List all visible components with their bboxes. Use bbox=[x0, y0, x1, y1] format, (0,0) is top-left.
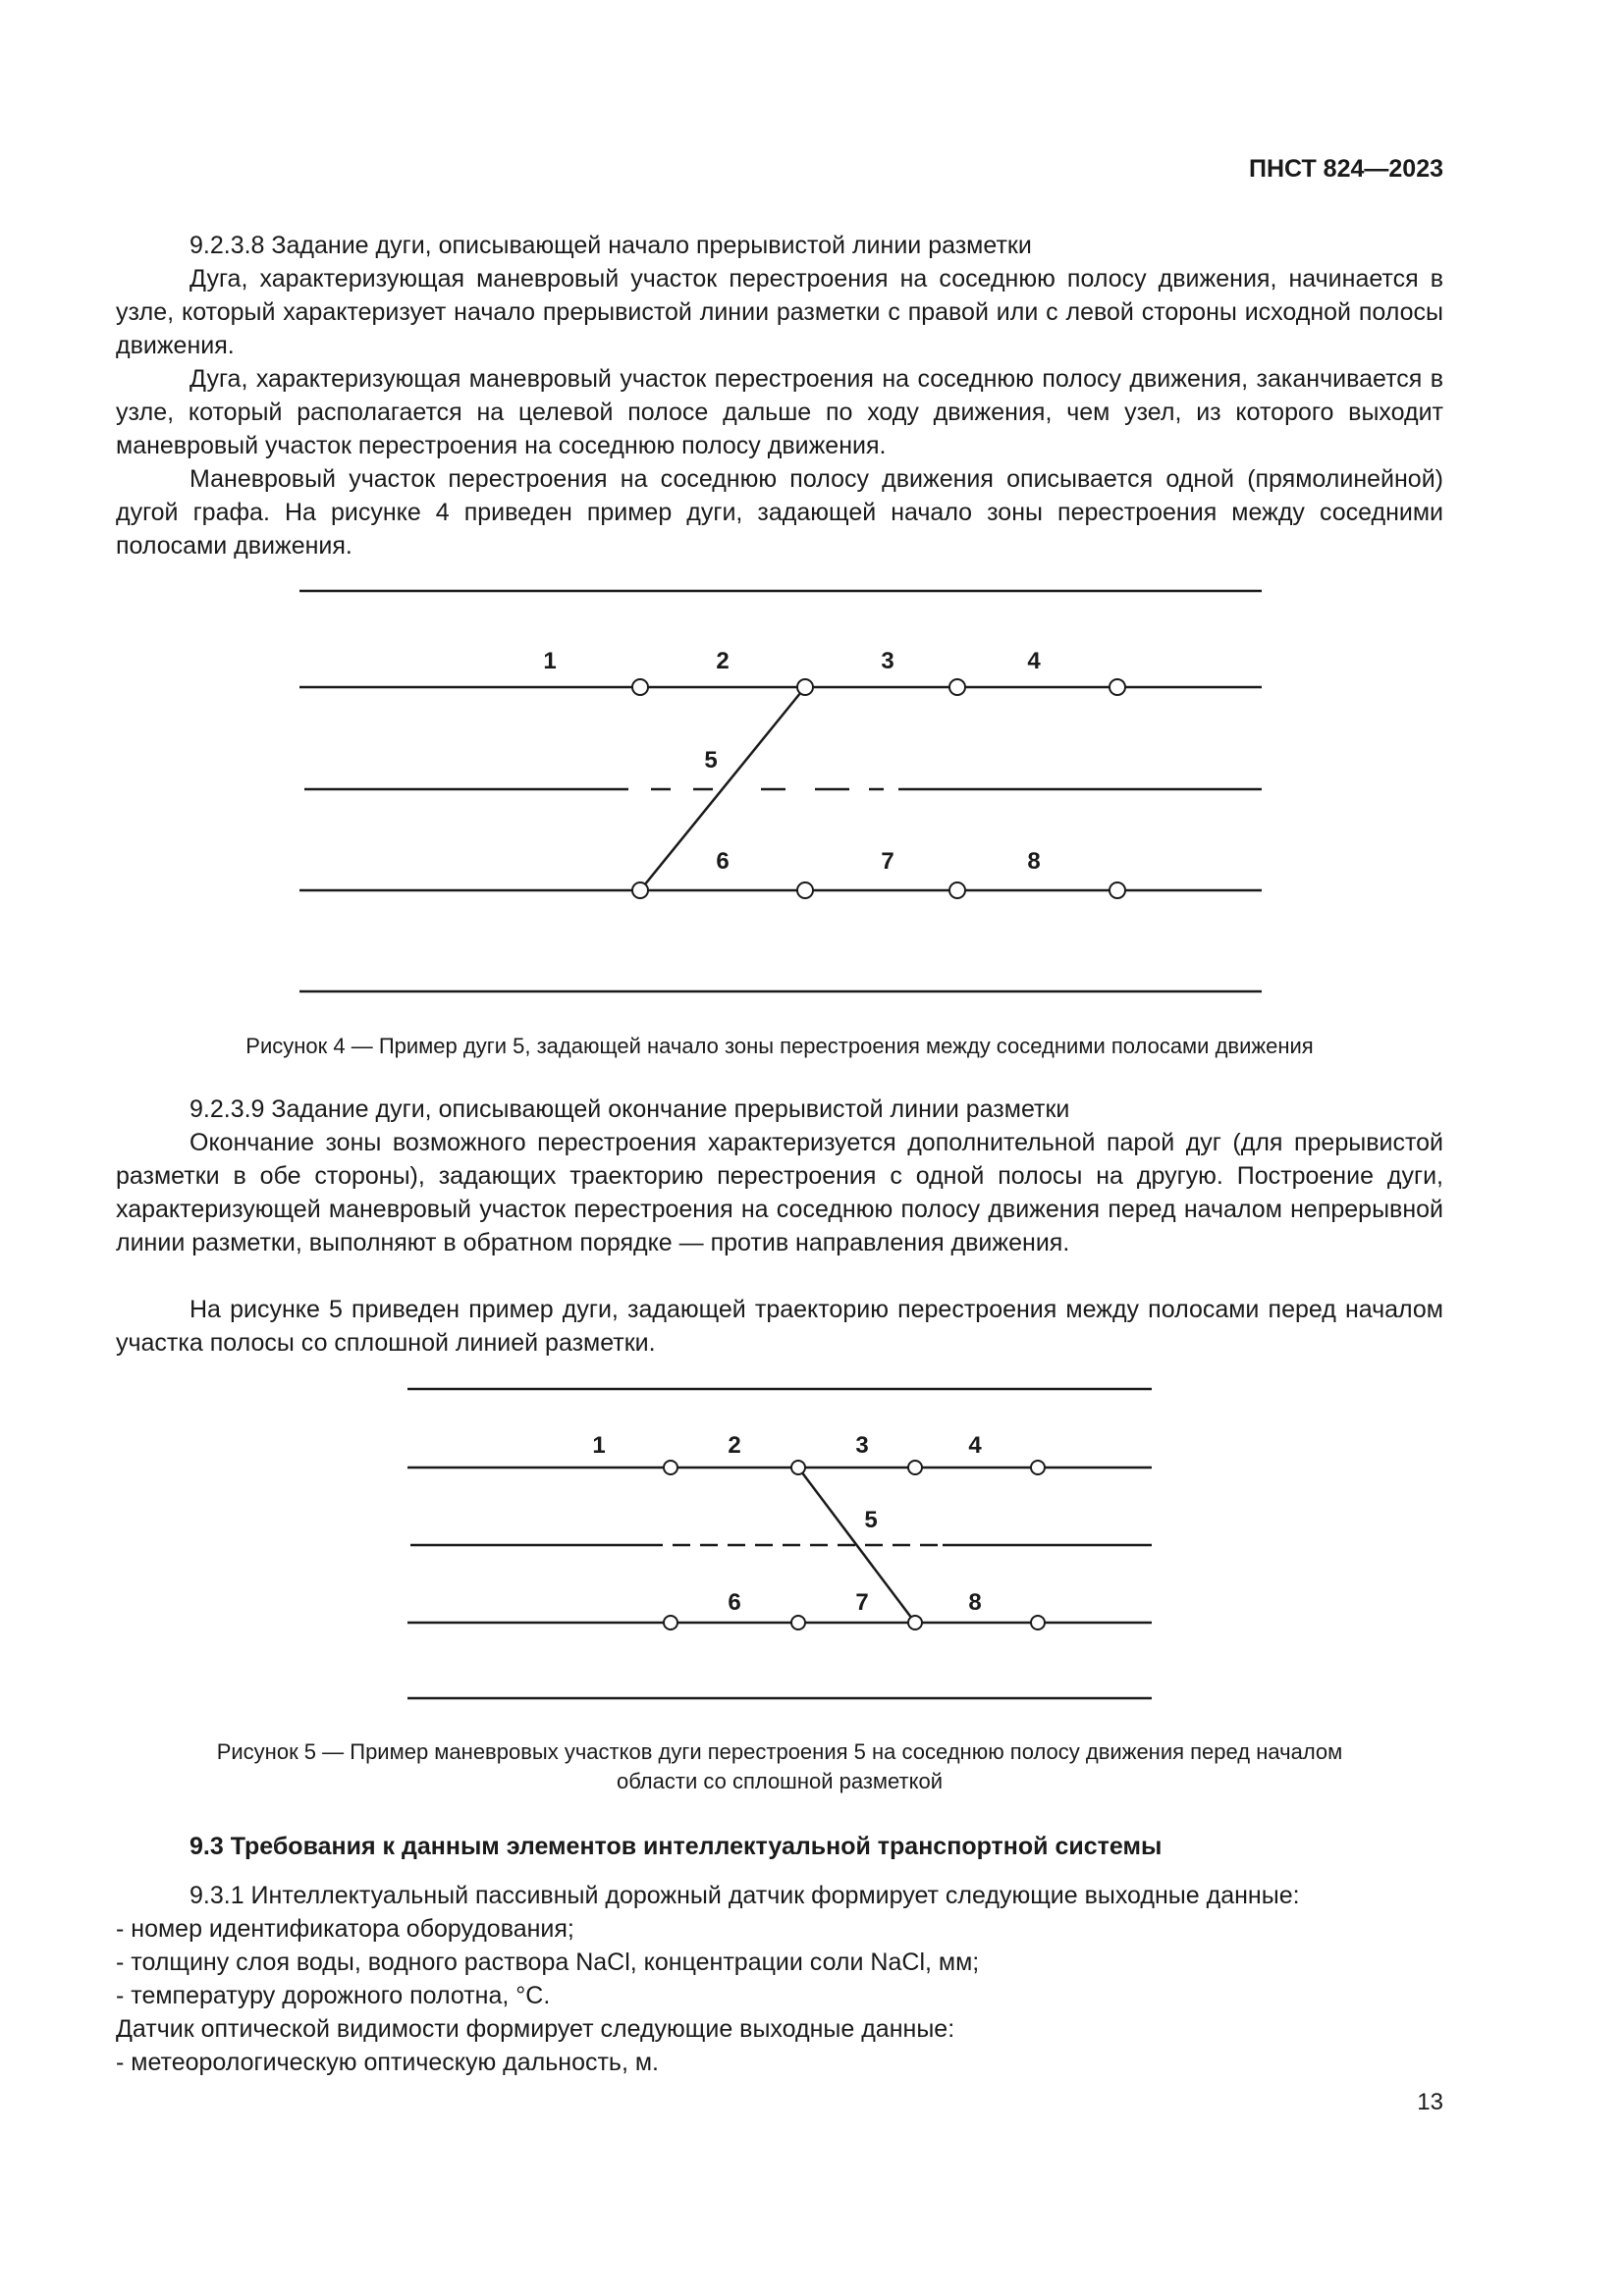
graph-node bbox=[949, 882, 965, 898]
arc-label-8: 8 bbox=[968, 1589, 982, 1616]
paragraph: Дуга, характеризующая маневровый участок перестроения на соседнюю полосу движения, начинается в узле, который характеризует начало прерывистой линии разметки с правой или с левой стороны исходной полосы движения. bbox=[116, 265, 1443, 359]
graph-node bbox=[908, 1461, 922, 1474]
list-item: - номер идентификатора оборудования; bbox=[116, 1915, 574, 1943]
arc-label-5: 5 bbox=[704, 747, 718, 774]
section-title-9-2-3-9: 9.2.3.9 Задание дуги, описывающей окончание прерывистой линии разметки bbox=[189, 1095, 1070, 1123]
paragraph: На рисунке 5 приведен пример дуги, задающей траекторию перестроения между полосами перед началом участка полосы со сплошной линией разметки. bbox=[116, 1296, 1443, 1357]
list-item: - метеорологическую оптическую дальность, м. bbox=[116, 2049, 659, 2076]
figure-5-caption-line-2: области со сплошной разметкой bbox=[616, 1769, 944, 1793]
arc-label-6: 6 bbox=[728, 1589, 741, 1616]
arc-label-1: 1 bbox=[592, 1432, 606, 1459]
graph-node bbox=[949, 679, 965, 695]
list-line: 9.3.1 Интеллектуальный пассивный дорожный датчик формирует следующие выходные данные: bbox=[189, 1882, 1300, 1909]
arc-label-5: 5 bbox=[864, 1507, 878, 1533]
paragraph: Окончание зоны возможного перестроения характеризуется дополнительной парой дуг (для прерывистой разметки в обе стороны), задающих траекторию перестроения с одной полосы на другую. Построение дуги, характеризующей маневровый участок перестроения на соседнюю полосу движения перед началом непрерывной линии разметки, выполняют в обратном порядке — против направления движения. bbox=[116, 1129, 1443, 1256]
graph-node bbox=[797, 679, 813, 695]
list-line: Датчик оптической видимости формирует следующие выходные данные: bbox=[116, 2015, 955, 2043]
page-number: 13 bbox=[1417, 2089, 1443, 2115]
graph-node bbox=[797, 882, 813, 898]
figure-4-caption: Рисунок 4 — Пример дуги 5, задающей начало зоны перестроения между соседними полосами движения bbox=[245, 1034, 1314, 1058]
arc-label-2: 2 bbox=[728, 1432, 741, 1459]
paragraph: Дуга, характеризующая маневровый участок перестроения на соседнюю полосу движения, заканчивается в узле, который располагается на целевой полосе дальше по ходу движения, чем узел, из которого выходит маневровый участок перестроения на соседнюю полосу движения. bbox=[116, 365, 1443, 459]
arc-label-1: 1 bbox=[543, 648, 557, 674]
arc-label-4: 4 bbox=[1027, 648, 1041, 674]
arc-label-3: 3 bbox=[881, 648, 894, 674]
arc-label-2: 2 bbox=[716, 648, 730, 674]
document-code: ПНСТ 824—2023 bbox=[1249, 155, 1443, 183]
graph-node bbox=[632, 882, 648, 898]
arc-label-7: 7 bbox=[855, 1589, 869, 1616]
arc-label-8: 8 bbox=[1027, 848, 1041, 875]
figure-4-diagram bbox=[0, 569, 1624, 1011]
graph-node bbox=[908, 1616, 922, 1629]
figure-5-diagram bbox=[0, 1374, 1624, 1713]
graph-node bbox=[632, 679, 648, 695]
list-item: - температуру дорожного полотна, °С. bbox=[116, 1982, 551, 2009]
section-heading-9-3: 9.3 Требования к данным элементов интеллектуальной транспортной системы bbox=[189, 1833, 1163, 1860]
graph-node bbox=[791, 1461, 805, 1474]
arc-label-3: 3 bbox=[855, 1432, 869, 1459]
graph-node bbox=[664, 1616, 677, 1629]
graph-node bbox=[1110, 882, 1125, 898]
graph-node bbox=[1110, 679, 1125, 695]
graph-node bbox=[791, 1616, 805, 1629]
section-title-9-2-3-8: 9.2.3.8 Задание дуги, описывающей начало прерывистой линии разметки bbox=[189, 232, 1032, 259]
graph-node bbox=[1031, 1461, 1045, 1474]
figure-5-caption-line-1: Рисунок 5 — Пример маневровых участков дуги перестроения 5 на соседнюю полосу движения перед началом bbox=[216, 1739, 1343, 1764]
list-item: - толщину слоя воды, водного раствора NaCl, концентрации соли NaCl, мм; bbox=[116, 1949, 980, 1976]
paragraph: Маневровый участок перестроения на соседнюю полосу движения описывается одной (прямолинейной) дугой графа. На рисунке 4 приведен пример дуги, задающей начало зоны перестроения между соседними полосами движения. bbox=[116, 465, 1443, 560]
arc-label-6: 6 bbox=[716, 848, 730, 875]
graph-node bbox=[664, 1461, 677, 1474]
arc-label-7: 7 bbox=[881, 848, 894, 875]
arc-label-4: 4 bbox=[968, 1432, 982, 1459]
graph-node bbox=[1031, 1616, 1045, 1629]
